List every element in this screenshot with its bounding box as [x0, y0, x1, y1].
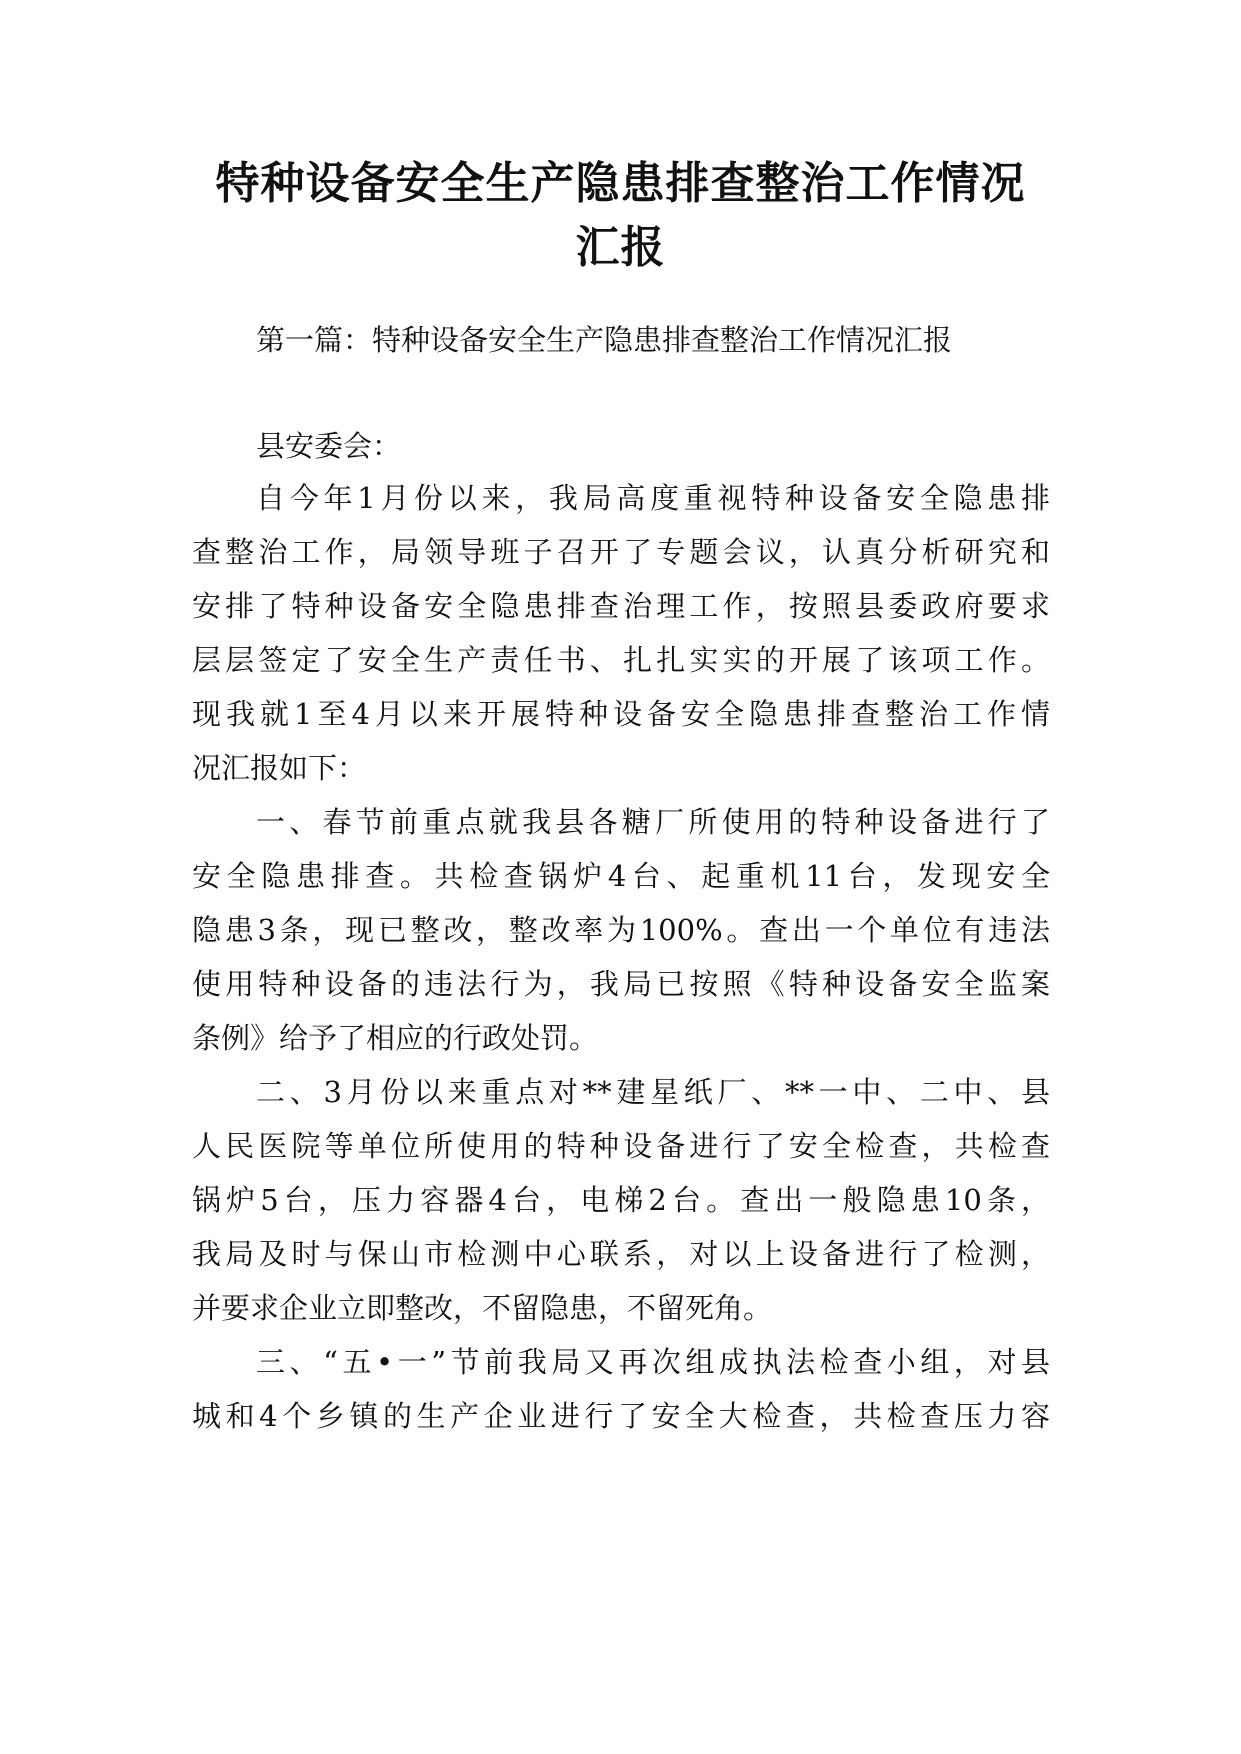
paragraph-3-line: 我局及时与保山市检测中心联系，对以上设备进行了检测，: [192, 1237, 1050, 1271]
paragraph-2-line: 一、春节前重点就我县各糖厂所使用的特种设备进行了: [256, 805, 1050, 839]
paragraph-2-line: 使用特种设备的违法行为，我局已按照《特种设备安全监案: [192, 967, 1050, 1001]
paragraph-1-line: 层层签定了安全生产责任书、扎扎实实的开展了该项工作。: [192, 643, 1050, 677]
paragraph-2-line: 安全隐患排查。共检查锅炉4台、起重机11台，发现安全: [192, 859, 1050, 893]
paragraph-1-line: 现我就1至4月以来开展特种设备安全隐患排查整治工作情: [192, 697, 1050, 731]
paragraph-4-line: 三、“五•一”节前我局又再次组成执法检查小组，对县: [256, 1345, 1050, 1379]
paragraph-1-line: 安排了特种设备安全隐患排查治理工作，按照县委政府要求: [192, 589, 1050, 623]
paragraph-3-line: 锅炉5台，压力容器4台，电梯2台。查出一般隐患10条，: [192, 1183, 1050, 1217]
paragraph-2-line: 条例》给予了相应的行政处罚。: [192, 1021, 599, 1055]
paragraph-3-line: 人民医院等单位所使用的特种设备进行了安全检查，共检查: [192, 1129, 1050, 1163]
paragraph-3-line: 二、3月份以来重点对**建星纸厂、**一中、二中、县: [256, 1075, 1050, 1109]
paragraph-1-line: 自今年1月份以来，我局高度重视特种设备安全隐患排: [256, 481, 1050, 515]
paragraph-3-line: 并要求企业立即整改，不留隐患，不留死角。: [192, 1291, 773, 1325]
paragraph-4-line: 城和4个乡镇的生产企业进行了安全大检查，共检查压力容: [192, 1399, 1050, 1433]
paragraph-1-line: 查整治工作，局领导班子召开了专题会议，认真分析研究和: [192, 535, 1050, 569]
document-heading: 第一篇：特种设备安全生产隐患排查整治工作情况汇报: [256, 323, 953, 357]
paragraph-1-line: 况汇报如下：: [192, 751, 367, 785]
document-title-line-1: 特种设备安全生产隐患排查整治工作情况: [215, 158, 1026, 209]
document-title-line-2: 汇报: [575, 222, 666, 273]
salutation: 县安委会：: [256, 429, 402, 463]
paragraph-2-line: 隐患3条，现已整改，整改率为100%。查出一个单位有违法: [192, 913, 1050, 947]
